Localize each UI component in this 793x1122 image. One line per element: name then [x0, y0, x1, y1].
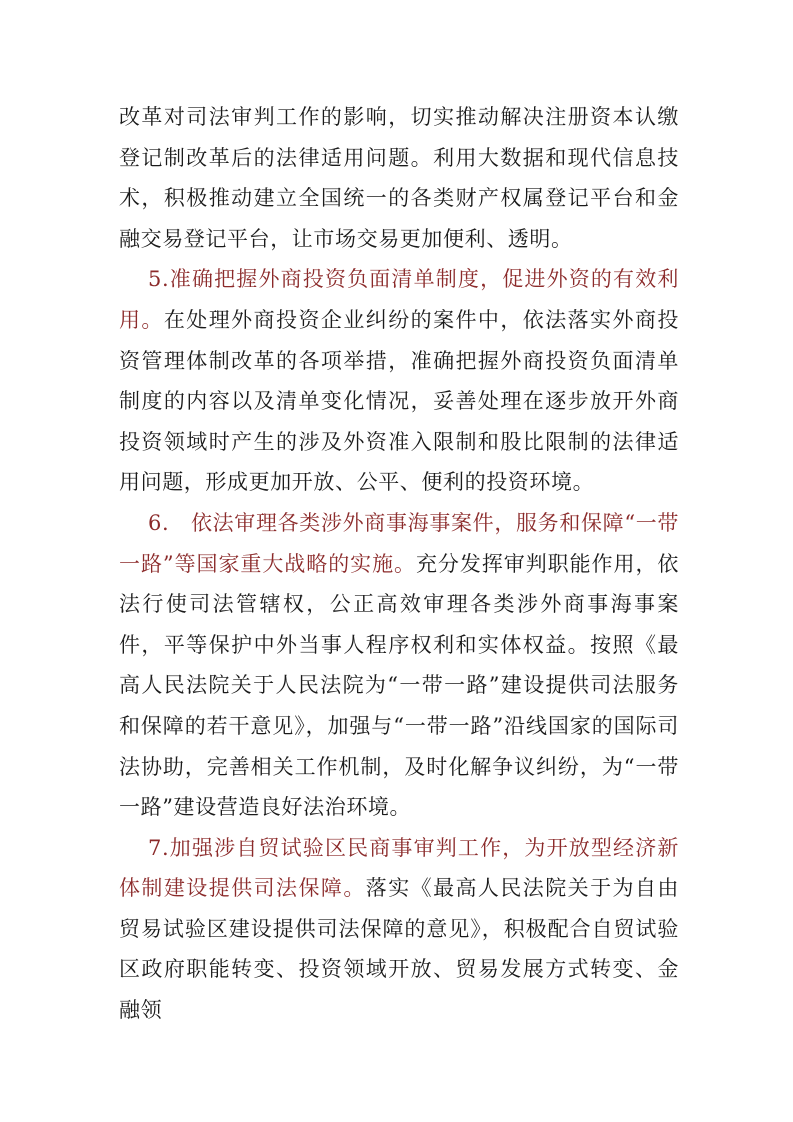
paragraph-item-5	[119, 259, 679, 503]
paragraph-heading: 5.准确把握外商投资负面清单制度，促进外资的有效利用。	[119, 267, 679, 332]
paragraph-continuation	[119, 97, 679, 259]
paragraph-text: 改革对司法审判工作的影响，切实推动解决注册资本认缴登记制改革后的法律适用问题。利用大数据和现代信息技术，积极推动建立全国统一的各类财产权属登记平台和金融交易登记平台，让市场交易更加便利、透明。	[119, 105, 679, 251]
paragraph-text: 充分发挥审判职能作用，依法行使司法管辖权，公正高效审理各类涉外商事海事案件，平等保护中外当事人程序权利和实体权益。按照《最高人民法院关于人民法院为“一带一路”建设提供司法服务和保障的若干意见》，加强与“一带一路”沿线国家的国际司法协助，完善相关工作机制，及时化解争议纠纷，为“一带一路”建设营造良好法治环境。	[119, 551, 679, 820]
paragraph-text: 落实《最高人民法院关于为自由贸易试验区建设提供司法保障的意见》，积极配合自贸试验区政府职能转变、投资领域开放、贸易发展方式转变、金融领	[119, 876, 679, 1023]
paragraph-text: 在处理外商投资企业纠纷的案件中，依法落实外商投资管理体制改革的各项举措，准确把握外商投资负面清单制度的内容以及清单变化情况，妥善处理在逐步放开外商投资领域时产生的涉及外资准入限制和股比限制的法律适用问题，形成更加开放、公平、便利的投资环境。	[119, 307, 679, 495]
paragraph-heading: 6. 依法审理各类涉外商事海事案件，服务和保障“一带一路”等国家重大战略的实施。	[119, 510, 679, 576]
paragraph-item-7	[119, 828, 679, 1031]
document-body	[119, 97, 679, 1031]
paragraph-item-6	[119, 503, 679, 828]
paragraph-heading: 7.加强涉自贸试验区民商事审判工作，为开放型经济新体制建设提供司法保障。	[119, 835, 679, 901]
